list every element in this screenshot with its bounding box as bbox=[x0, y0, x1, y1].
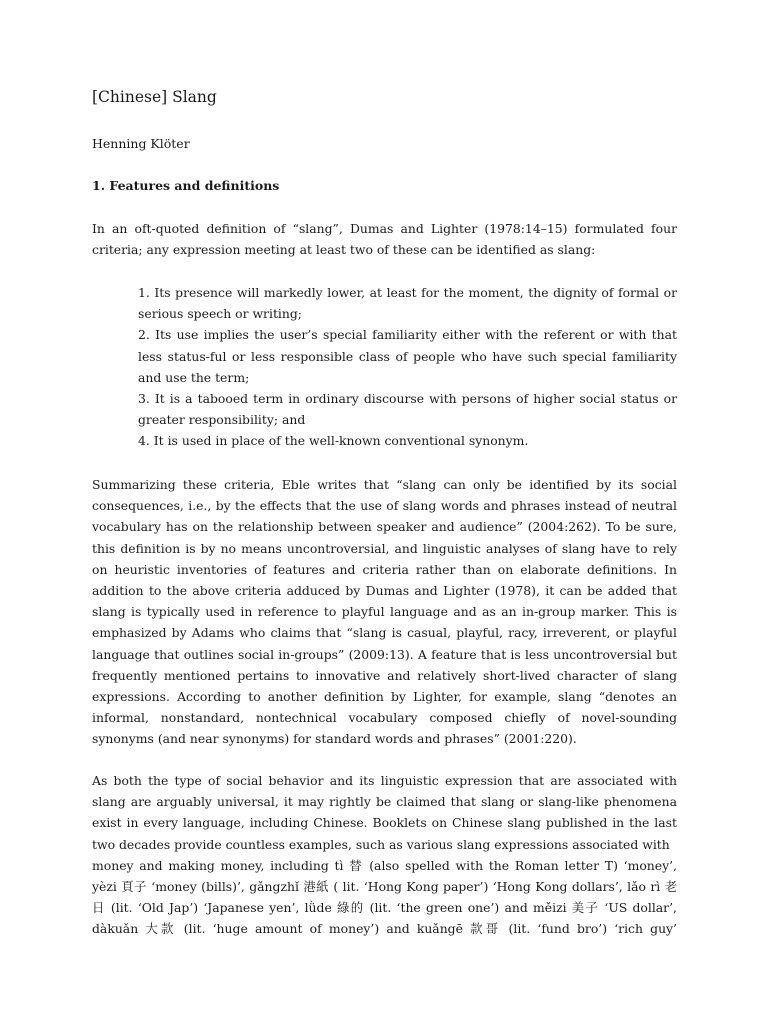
criteria-item: 2. Its use implies the user’s special familiarity either with the referent or with that less status-ful or less responsible class of people who have such special familiarity and use the term; bbox=[138, 327, 677, 385]
criteria-item: 4. It is used in place of the well-known conventional synonym. bbox=[138, 433, 529, 449]
criteria-list bbox=[138, 282, 677, 452]
paragraph-line: dàkuǎn 大款 (lit. ‘huge amount of money’) and kuǎngē 款哥 (lit. ‘fund bro’) ‘rich guy’ bbox=[92, 921, 677, 936]
document-title: [Chinese] Slang bbox=[92, 88, 217, 106]
paragraph-intro: In an oft-quoted definition of “slang”, Dumas and Lighter (1978:14–15) formulated four criteria; any expression meeting at least two of these can be identified as slang: bbox=[92, 221, 677, 258]
paragraph-universal: As both the type of social behavior and its linguistic expression that are associated with slang are arguably universal, it may rightly be claimed that slang or slang-like phenomena exist in every language, including Chinese. Booklets on Chinese slang published in the last two decades provide countless examples, such as various slang expressions associated with bbox=[92, 773, 677, 852]
paragraph-line: yèzi 頁子 ‘money (bills)’, gǎngzhǐ 港紙 ( lit. ‘Hong Kong paper’) ‘Hong Kong dollars’, lǎo rì 老 bbox=[92, 879, 677, 894]
paragraph-line: money and making money, including tì 替 (also spelled with the Roman letter T) ‘money’, bbox=[92, 858, 677, 873]
criteria-item: 3. It is a tabooed term in ordinary discourse with persons of higher social status or greater responsibility; and bbox=[138, 391, 677, 428]
paragraph-summary: Summarizing these criteria, Eble writes that “slang can only be identified by its social consequences, i.e., by the effects that the use of slang words and phrases instead of neutral vocabulary has on the relationship between speaker and audience” (2004:262). To be sure, this definition is by no means uncontroversial, and linguistic analyses of slang have to rely on heuristic inventories of features and criteria rather than on elaborate definitions. In addition to the above criteria adduced by Dumas and Lighter (1978), it can be added that slang is typically used in reference to playful language and as an in-group marker. This is emphasized by Adams who claims that “slang is casual, playful, racy, irreverent, or playful language that outlines social in-groups” (2009:13). A feature that is less uncontroversial but frequently mentioned pertains to innovative and relatively short-lived character of slang expressions. According to another definition by Lighter, for example, slang “denotes an informal, nonstandard, nontechnical vocabulary composed chiefly of novel-sounding synonyms (and near synonyms) for standard words and phrases” (2001:220). bbox=[92, 477, 677, 747]
criteria-item: 1. Its presence will markedly lower, at least for the moment, the dignity of formal or serious speech or writing; bbox=[138, 285, 677, 322]
author-name: Henning Klöter bbox=[92, 136, 190, 151]
paragraph-line: 日 (lit. ‘Old Jap’) ‘Japanese yen’, lǜde 綠的 (lit. ‘the green one’) and měizi 美子 ‘US dollar’, bbox=[92, 900, 677, 915]
section-heading: 1. Features and definitions bbox=[92, 178, 280, 193]
